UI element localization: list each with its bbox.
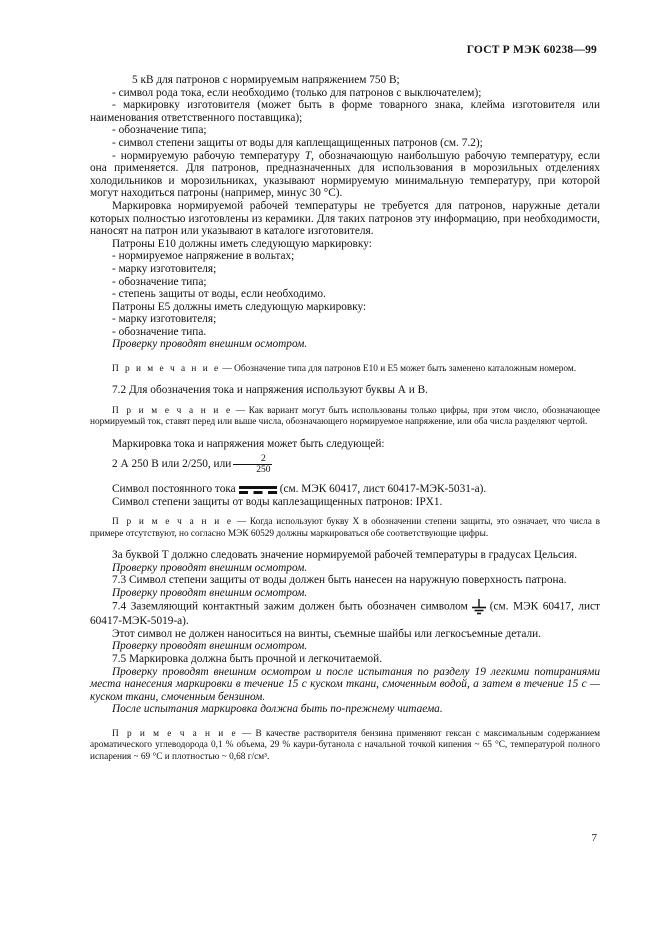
list-item: - обозначение типа; <box>112 124 207 137</box>
text-run: 7.4 Заземляющий контактный зажим должен быть обозначен символом <box>112 600 468 613</box>
note <box>90 729 600 763</box>
check-statement: Проверку проводят внешним осмотром. <box>112 586 308 599</box>
list-item: - маркировку изготовителя (может быть в форме товарного знака, клейма изготовителя или наименования ответственного поставщика); <box>90 99 600 124</box>
fraction-numerator: 2 <box>233 454 271 465</box>
text-run: Символ постоянного тока <box>112 483 236 496</box>
paragraph: За буквой Т должно следовать значение нормируемой рабочей температуры в градусах Цельсия. <box>112 548 578 561</box>
list-item: - символ рода тока, если необходимо (только для патронов с выключателем); <box>112 86 482 99</box>
document-body <box>90 74 600 768</box>
note-text: — Обозначение типа для патронов Е10 и Е5 может быть заменено каталожным номером. <box>220 364 577 375</box>
list-item: - нормируемое напряжение в вольтах; <box>112 250 295 263</box>
text-run: (см. МЭК 60417, лист 60417-МЭК-5031-а). <box>279 483 487 496</box>
list-item: - обозначение типа; <box>112 275 207 288</box>
list-item: - марку изготовителя; <box>112 313 217 326</box>
paragraph: Маркировка тока и напряжения может быть следующей: <box>112 437 385 450</box>
section-7-4 <box>90 599 600 628</box>
text-run: (см. МЭК 60417, лист 60417-МЭК-5019-а). <box>90 600 600 628</box>
check-statement: Проверку проводят внешним осмотром. <box>112 561 308 574</box>
paragraph: 5 кВ для патронов с нормируемым напряжением 750 В; <box>132 74 400 86</box>
note <box>90 517 600 540</box>
marking-example <box>90 454 600 475</box>
paragraph: Патроны Е10 должны иметь следующую маркировку: <box>112 237 372 250</box>
text-run: , обозначающую наибольшую рабочую температуру, если она применяется. Для патронов, предназначенных для использования в морозильных отделениях холодильников и морозильниках, указывают нормируемую минимальную температуру, при которой могут находиться патроны (например, минус 30 °С). <box>90 149 600 200</box>
check-statement: Проверку проводят внешним осмотром. <box>112 640 308 653</box>
note-text: — Как вариант могут быть использованы только цифры, при этом число, обозначающее нормируемый ток, ставят перед или выше числа, обозначающего нормируемое напряжение, или оба числа разделяют чертой. <box>90 405 600 428</box>
check-statement: Проверку проводят внешним осмотром. <box>112 338 308 351</box>
check-statement: Проверку проводят внешним осмотром и после испытания по разделу 19 легкими потираниями места нанесения маркировки в течение 15 с куском ткани, смоченным водой, а затем в течение 15 с — куском ткани, смоченным бензином. <box>90 665 600 703</box>
paragraph: Символ степени защиты от воды каплезащищенных патронов: IPX1. <box>112 495 443 508</box>
text-run: - нормируемую рабочую температуру <box>112 149 305 162</box>
section-7-2: 7.2 Для обозначения тока и напряжения используют буквы А и В. <box>112 384 429 397</box>
list-item: - марку изготовителя; <box>112 262 217 275</box>
note-label: П р и м е ч а н и е <box>112 364 221 375</box>
note-text: — Когда используют букву Х в обозначении степени защиты, это означает, что числа в примере отсутствуют, но согласно МЭК 60529 должны маркироваться обе соответствующие цифры. <box>90 517 600 539</box>
fraction-denominator: 250 <box>256 465 271 476</box>
section-7-5: 7.5 Маркировка должна быть прочной и легкочитаемой. <box>112 653 383 666</box>
ground-icon <box>471 599 487 615</box>
list-item: - обозначение типа. <box>112 325 207 338</box>
paragraph: Этот символ не должен наноситься на винты, съемные шайбы или легкосъемные детали. <box>112 627 541 640</box>
note <box>90 406 600 429</box>
paragraph: Маркировка нормируемой рабочей температуры не требуется для патронов, наружные детали которых полностью изготовлены из керамики. Для таких патронов эту информацию, при необходимости, наносят на патрон или указывают в каталоге изготовителя. <box>90 199 600 238</box>
fraction <box>233 454 271 475</box>
list-item <box>90 150 600 200</box>
note-text: — В качестве растворителя бензина применяют гексан с максимальным содержанием ароматического углеводорода 0,1 % объема, 29 % каури-бутанола с начальной точкой кипения ~ 65 °С, температурой полного испарения ~ 69 °С и плотностью ~ 0,68 г/см³. <box>90 729 600 762</box>
document-header: ГОСТ Р МЭК 60238—99 <box>466 44 597 56</box>
section-7-3: 7.3 Символ степени защиты от воды должен быть нанесен на наружную поверхность патрона. <box>112 574 567 587</box>
check-statement: После испытания маркировка должна быть по-прежнему читаема. <box>112 703 443 716</box>
note <box>90 364 600 375</box>
page-number: 7 <box>591 832 597 844</box>
paragraph: Патроны Е5 должны иметь следующую маркировку: <box>112 300 367 313</box>
note-label: П р и м е ч а н и е <box>112 405 233 416</box>
direct-current-icon <box>239 485 277 495</box>
list-item: - символ степени защиты от воды для каплещащищенных патронов (см. 7.2); <box>112 136 483 149</box>
note-label: П р и м е ч а н и е <box>112 729 238 740</box>
dc-symbol-line <box>90 483 600 496</box>
list-item: - степень защиты от воды, если необходимо. <box>112 288 326 301</box>
note-label: П р и м е ч а н и е <box>112 517 234 528</box>
symbol-t: T <box>304 149 312 162</box>
text-run: 2 А 250 В или 2/250, или <box>112 458 232 471</box>
